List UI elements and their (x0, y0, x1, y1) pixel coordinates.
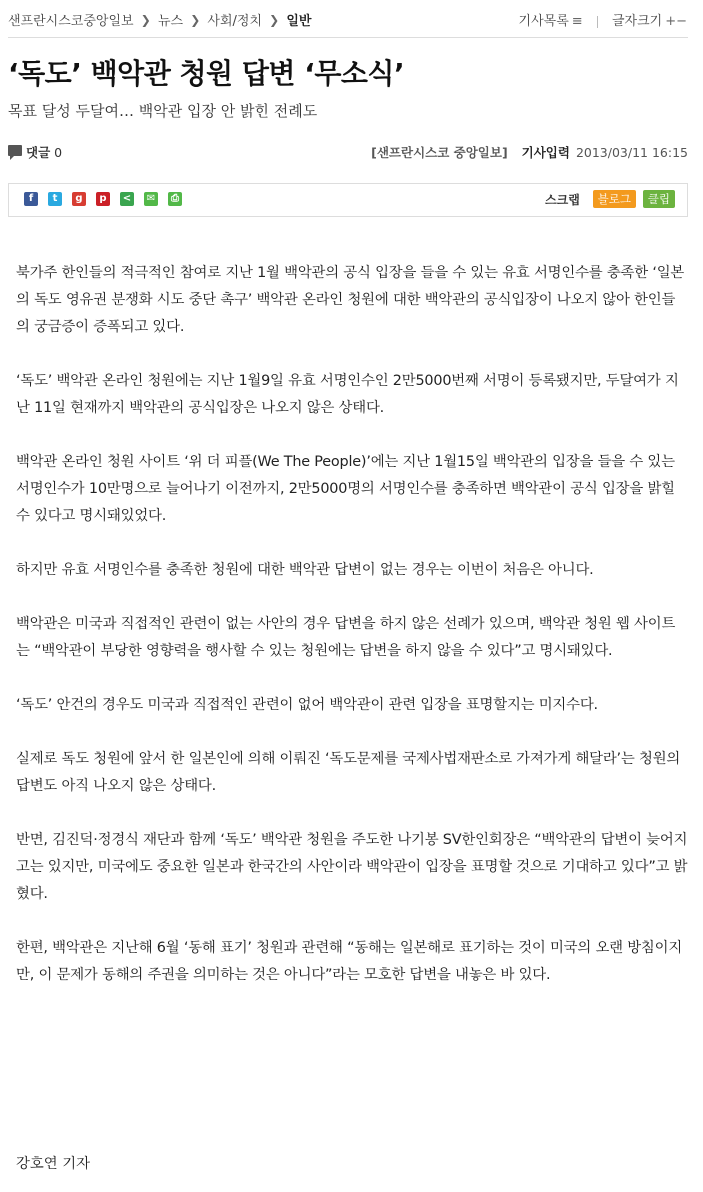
comments-count: 0 (54, 145, 63, 160)
meta-right (371, 143, 688, 161)
article-paragraph: 북가주 한인들의 적극적인 참여로 지난 1월 백악관의 공식 입장을 들을 수 있는 유효 서명인수를 충족한 ‘일본의 독도 영유권 분쟁화 시도 중단 촉구’ 백악관 온라인 청원에 대한 백악관의 공식입장이 나오지 않아 한인들의 궁금증이 증폭되고 있다. (16, 265, 685, 335)
clip-button[interactable]: 클립 (643, 190, 675, 208)
font-size-label: 글자크기 (611, 14, 663, 29)
article-paragraph: 백악관 온라인 청원 사이트 ‘위 더 피플(We The People)’에는 지난 1월15일 백악관의 입장을 들을 수 있는 서명인수가 10만명으로 늘어나기 이전까지, 2만5000명의 서명인수를 충족하면 백악관이 공식 입장을 밝힐 수 있다고 명시돼있었다. (16, 454, 675, 524)
article-paragraph: 실제로 독도 청원에 앞서 한 일본인에 의해 이뤄진 ‘독도문제를 국제사법재판소로 가져가게 해달라’는 청원의 답변도 아직 나오지 않은 상태다. (16, 751, 681, 794)
breadcrumb-current[interactable]: 일반 (286, 14, 312, 29)
article-paragraph: ‘독도’ 안건의 경우도 미국과 직접적인 관련이 없어 백악관이 관련 입장을 표명할지는 미지수다. (16, 697, 598, 713)
comment-icon[interactable] (8, 145, 22, 156)
header-divider (8, 37, 688, 38)
breadcrumb (8, 10, 312, 29)
divider (597, 16, 598, 28)
article-paragraph: 백악관은 미국과 직접적인 관련이 없는 사안의 경우 답변을 하지 않은 선례가 있으며, 백악관 청원 웹 사이트는 “백악관이 부당한 영향력을 행사할 수 있는 청원에는 답변을 하지 않을 수 있다”고 명시돼있다. (16, 616, 676, 659)
chevron-right-icon: ❯ (269, 12, 280, 27)
email-icon[interactable]: ✉ (144, 192, 158, 206)
header-tools (519, 10, 687, 29)
article-body (16, 260, 688, 1016)
blog-button[interactable]: 블로그 (593, 190, 636, 208)
font-size-button[interactable] (612, 14, 687, 29)
article-source: [샌프란시스코 중앙일보] (371, 145, 508, 160)
facebook-icon[interactable]: f (24, 192, 38, 206)
article-subtitle: 목표 달성 두달여… 백악관 입장 안 밝힌 전례도 (8, 102, 318, 120)
comments-link[interactable] (26, 143, 62, 161)
chevron-right-icon: ❯ (140, 12, 151, 27)
pinterest-icon[interactable]: p (96, 192, 110, 206)
breadcrumb-item-home[interactable]: 샌프란시스코중앙일보 (8, 14, 134, 29)
scrap-group (545, 190, 675, 208)
googleplus-icon[interactable]: g (72, 192, 86, 206)
article-paragraph: 하지만 유효 서명인수를 충족한 청원에 대한 백악관 답변이 없는 경우는 이번이 처음은 아니다. (16, 562, 594, 578)
share-toolbar (8, 183, 688, 217)
share-icons (24, 192, 192, 208)
article-paragraph: 한편, 백악관은 지난해 6월 ‘동해 표기’ 청원과 관련해 “동해는 일본해로 표기하는 것이 미국의 오랜 방침이지만, 이 문제가 동해의 주권을 의미하는 것은 아니다”라는 모호한 답변을 내놓은 바 있다. (16, 940, 683, 983)
chevron-right-icon: ❯ (190, 12, 201, 27)
scrap-label: 스크랩 (545, 192, 580, 207)
article-list-button[interactable] (519, 14, 587, 29)
article-paragraph: ‘독도’ 백악관 온라인 청원에는 지난 1월9일 유효 서명인수인 2만5000번째 서명이 등록됐지만, 두달여가 지난 11일 현재까지 백악관의 공식입장은 나오지 않은 상태다. (16, 373, 679, 416)
top-bar (0, 0, 703, 38)
plus-minus-icon: +− (665, 14, 687, 29)
print-icon[interactable]: ⎙ (168, 192, 182, 206)
share-icon[interactable]: < (120, 192, 134, 206)
article-paragraph: 반면, 김진덕·정경식 재단과 함께 ‘독도’ 백악관 청원을 주도한 나기봉 SV한인회장은 “백악관의 답변이 늦어지고는 있지만, 미국에도 중요한 일본과 한국간의 사안이라 백악관이 입장을 표명할 것으로 기대하고 있다”고 밝혔다. (16, 832, 688, 902)
twitter-icon[interactable]: t (48, 192, 62, 206)
breadcrumb-item-news[interactable]: 뉴스 (157, 14, 184, 29)
article-title: ‘독도’ 백악관 청원 답변 ‘무소식’ (8, 57, 405, 90)
date-label: 기사입력 (521, 145, 570, 160)
comments-label: 댓글 (26, 145, 51, 160)
breadcrumb-item-politics[interactable]: 사회/정치 (207, 14, 263, 29)
article-list-label: 기사목록 (518, 14, 569, 29)
article-date: 2013/03/11 16:15 (575, 145, 688, 160)
list-icon: ≡ (571, 14, 583, 29)
byline: 강호연 기자 (16, 1156, 91, 1172)
article-meta (8, 143, 688, 163)
